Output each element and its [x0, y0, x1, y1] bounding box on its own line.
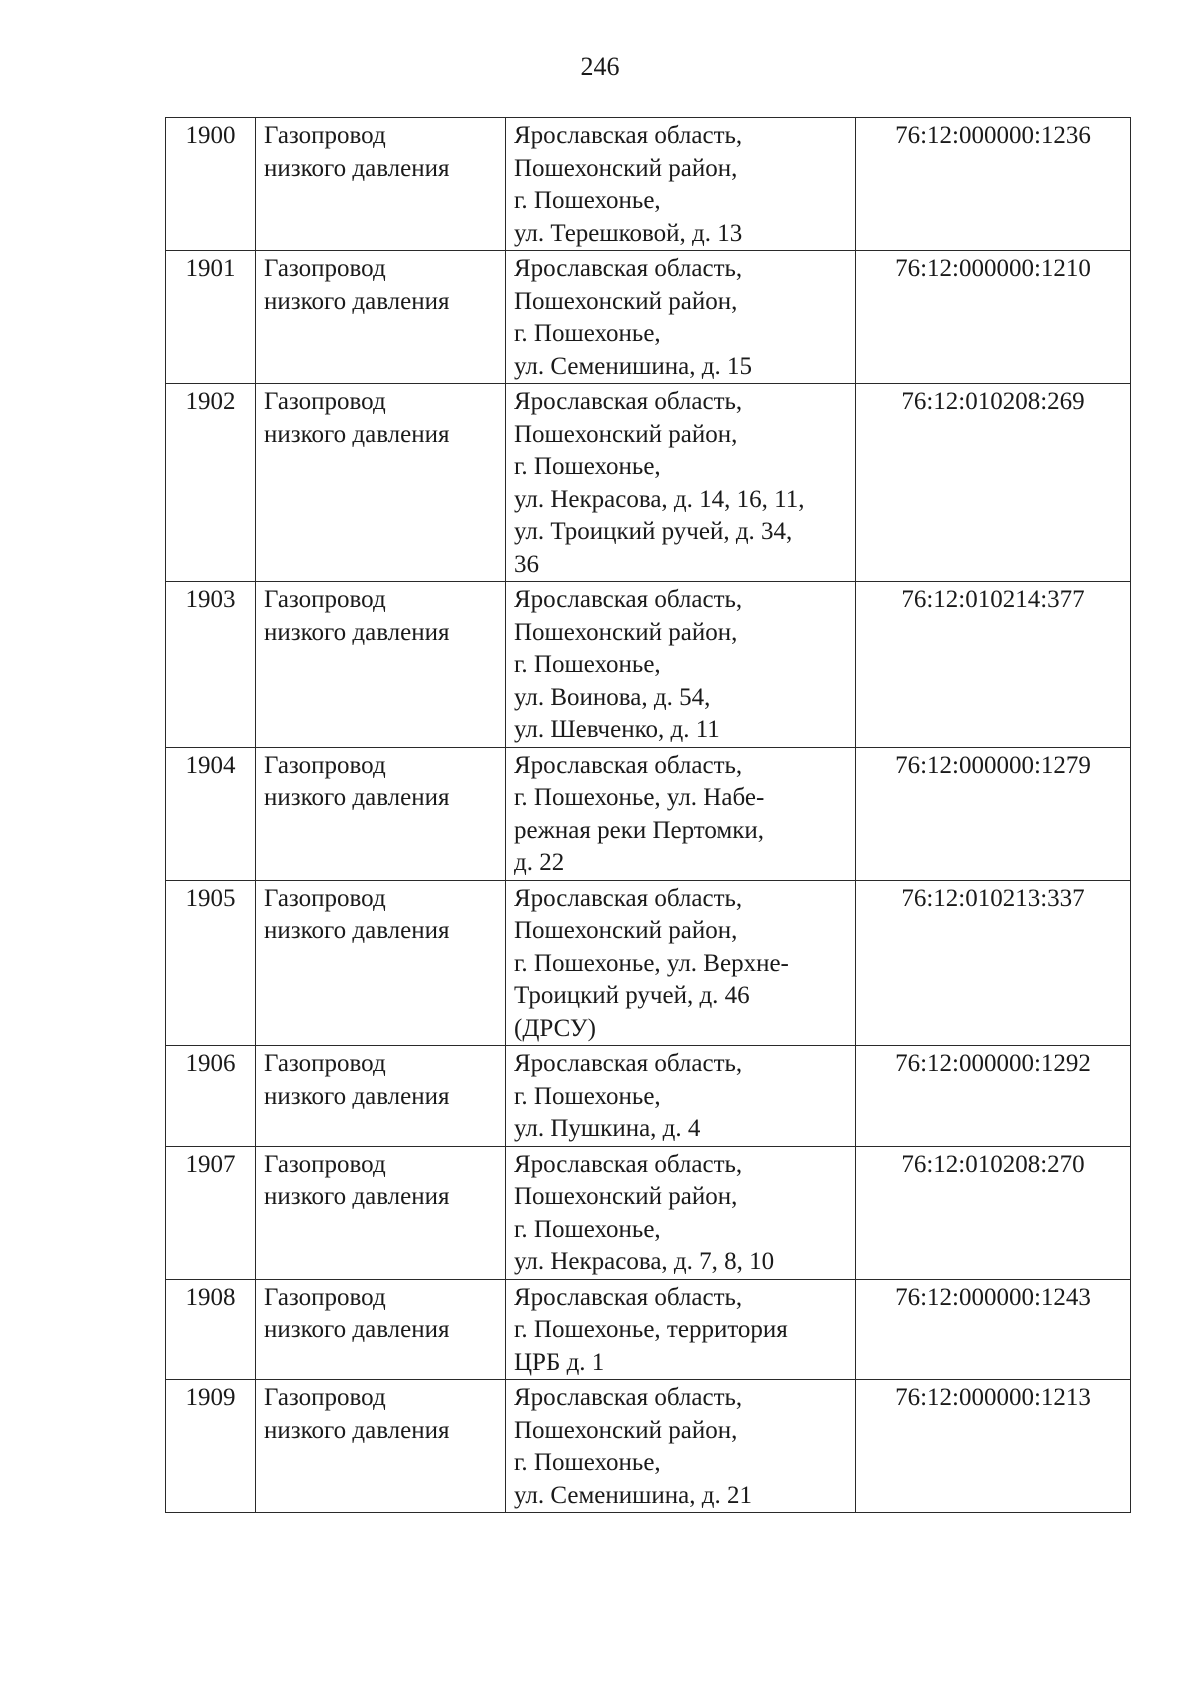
object-name-cell — [256, 880, 506, 1046]
address-line: Пошехонский район, — [514, 420, 738, 448]
address-line: ул. Троицкий ручей, д. 34, — [514, 518, 793, 545]
object-name-cell — [256, 582, 506, 748]
address-cell — [506, 1046, 856, 1147]
address-cell — [506, 251, 856, 384]
cadastral-number-cell: 76:12:000000:1210 — [856, 251, 1131, 384]
object-name-cell — [256, 747, 506, 880]
address-line: Ярославская область, — [514, 122, 743, 149]
address-cell — [506, 747, 856, 880]
object-name-cell — [256, 1146, 506, 1279]
page-number: 246 — [580, 52, 620, 81]
address-line: ул. Воинова, д. 54, — [514, 683, 711, 711]
address-line: Ярославская область, — [514, 1384, 743, 1411]
table-row — [166, 251, 1131, 384]
address-cell — [506, 118, 856, 251]
cadastral-number-cell: 76:12:000000:1243 — [856, 1279, 1131, 1380]
row-number-cell: 1904 — [166, 747, 256, 880]
object-name-line: Газопровод — [264, 1283, 386, 1311]
address-line: Ярославская область, — [514, 1050, 743, 1077]
address-cell — [506, 880, 856, 1046]
address-line: г. Пошехонье, — [514, 320, 661, 347]
cadastral-number-cell: 76:12:010214:377 — [856, 582, 1131, 748]
object-name-line: Газопровод — [264, 1050, 386, 1077]
address-line: (ДРСУ) — [514, 1014, 596, 1042]
cadastral-number-cell: 76:12:000000:1292 — [856, 1046, 1131, 1147]
registry-table-body — [166, 118, 1131, 1513]
table-row — [166, 582, 1131, 748]
table-row — [166, 1380, 1131, 1513]
cadastral-number-cell: 76:12:000000:1236 — [856, 118, 1131, 251]
table-row — [166, 1279, 1131, 1380]
table-row — [166, 747, 1131, 880]
object-name-line: низкого давления — [264, 784, 450, 811]
address-line: г. Пошехонье, — [514, 1082, 661, 1110]
address-line: Ярославская область, — [514, 255, 743, 282]
address-line: ул. Пушкина, д. 4 — [514, 1115, 701, 1142]
row-number-cell: 1906 — [166, 1046, 256, 1147]
object-name-line: Газопровод — [264, 751, 386, 779]
address-line: ул. Шевченко, д. 11 — [514, 716, 720, 743]
address-line: г. Пошехонье, — [514, 651, 661, 678]
object-name-line: низкого давления — [264, 1316, 450, 1343]
address-line: ул. Терешковой, д. 13 — [514, 219, 743, 247]
address-line: г. Пошехонье, территория — [514, 1316, 788, 1343]
row-number-cell: 1905 — [166, 880, 256, 1046]
object-name-line: низкого давления — [264, 287, 450, 315]
address-line: Пошехонский район, — [514, 287, 738, 315]
registry-table — [165, 117, 1131, 1513]
address-line: г. Пошехонье, — [514, 1215, 661, 1243]
address-line: Ярославская область, — [514, 1283, 743, 1311]
address-line: г. Пошехонье, ул. Набе- — [514, 784, 765, 811]
address-line: г. Пошехонье, — [514, 1449, 661, 1476]
object-name-cell — [256, 118, 506, 251]
table-row — [166, 1146, 1131, 1279]
row-number-cell: 1908 — [166, 1279, 256, 1380]
table-row — [166, 118, 1131, 251]
address-line: Пошехонский район, — [514, 1183, 738, 1210]
table-row — [166, 384, 1131, 582]
object-name-line: Газопровод — [264, 884, 386, 912]
address-line: ул. Семенишина, д. 15 — [514, 352, 752, 380]
address-line: 36 — [514, 550, 539, 578]
address-line: Ярославская область, — [514, 586, 743, 613]
object-name-line: Газопровод — [264, 1384, 386, 1411]
address-line: Пошехонский район, — [514, 618, 738, 646]
object-name-line: Газопровод — [264, 122, 386, 149]
cadastral-number-cell: 76:12:010208:269 — [856, 384, 1131, 582]
address-cell — [506, 1146, 856, 1279]
object-name-cell — [256, 1046, 506, 1147]
cadastral-number-cell: 76:12:000000:1279 — [856, 747, 1131, 880]
object-name-line: низкого давления — [264, 1416, 450, 1444]
address-cell — [506, 582, 856, 748]
table-row — [166, 1046, 1131, 1147]
cadastral-number-cell: 76:12:010213:337 — [856, 880, 1131, 1046]
row-number-cell: 1909 — [166, 1380, 256, 1513]
object-name-line: низкого давления — [264, 618, 450, 646]
object-name-cell — [256, 1279, 506, 1380]
object-name-cell — [256, 251, 506, 384]
address-line: Ярославская область, — [514, 884, 743, 912]
cadastral-number-cell: 76:12:010208:270 — [856, 1146, 1131, 1279]
row-number-cell: 1907 — [166, 1146, 256, 1279]
object-name-line: низкого давления — [264, 1082, 450, 1110]
address-line: г. Пошехонье, — [514, 453, 661, 480]
address-line: Пошехонский район, — [514, 154, 738, 182]
cadastral-number-cell: 76:12:000000:1213 — [856, 1380, 1131, 1513]
object-name-line: низкого давления — [264, 154, 450, 182]
address-line: Ярославская область, — [514, 751, 743, 779]
row-number-cell: 1901 — [166, 251, 256, 384]
address-line: ул. Некрасова, д. 14, 16, 11, — [514, 485, 805, 513]
address-line: Пошехонский район, — [514, 1416, 738, 1444]
address-line: д. 22 — [514, 849, 565, 876]
object-name-cell — [256, 384, 506, 582]
row-number-cell: 1900 — [166, 118, 256, 251]
row-number-cell: 1902 — [166, 384, 256, 582]
address-line: Ярославская область, — [514, 388, 743, 415]
address-cell — [506, 384, 856, 582]
object-name-line: Газопровод — [264, 1150, 386, 1178]
address-line: г. Пошехонье, — [514, 187, 661, 214]
table-row — [166, 880, 1131, 1046]
address-line: Троицкий ручей, д. 46 — [514, 982, 750, 1009]
object-name-line: низкого давления — [264, 1183, 450, 1210]
object-name-line: Газопровод — [264, 586, 386, 613]
object-name-line: низкого давления — [264, 420, 450, 448]
address-line: ул. Некрасова, д. 7, 8, 10 — [514, 1248, 775, 1275]
address-cell — [506, 1279, 856, 1380]
address-line: ЦРБ д. 1 — [514, 1348, 605, 1376]
address-cell — [506, 1380, 856, 1513]
object-name-line: Газопровод — [264, 255, 386, 282]
address-line: Ярославская область, — [514, 1150, 743, 1178]
row-number-cell: 1903 — [166, 582, 256, 748]
object-name-cell — [256, 1380, 506, 1513]
object-name-line: Газопровод — [264, 388, 386, 415]
address-line: ул. Семенишина, д. 21 — [514, 1481, 752, 1509]
address-line: г. Пошехонье, ул. Верхне- — [514, 949, 789, 977]
address-line: Пошехонский район, — [514, 917, 738, 944]
address-line: режная реки Пертомки, — [514, 816, 764, 844]
object-name-line: низкого давления — [264, 917, 450, 944]
